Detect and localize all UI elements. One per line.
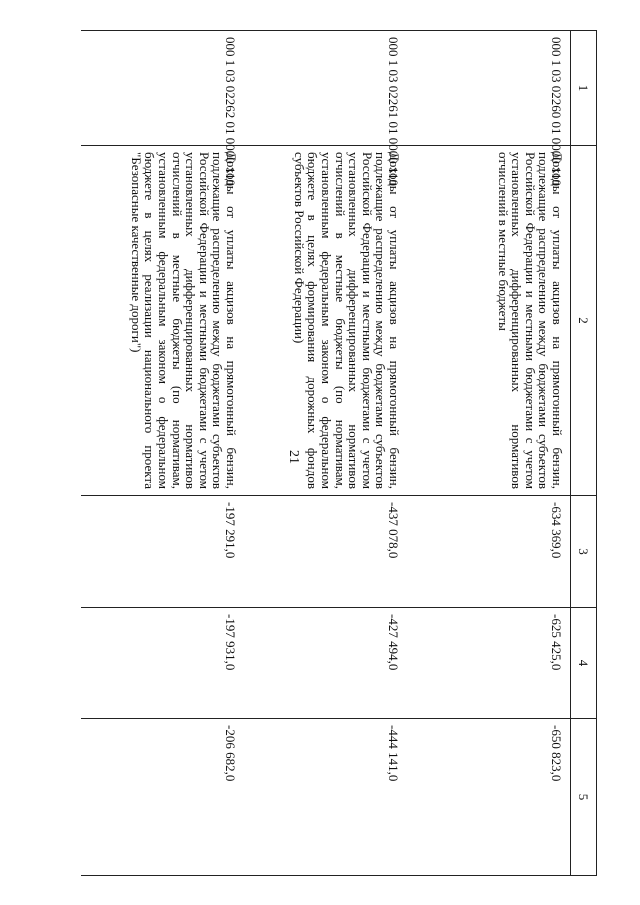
- column-header-5: 5: [570, 719, 596, 876]
- row-3-code: 000 1 03 02262 01 0000 110: [81, 31, 244, 146]
- column-header-4: 4: [570, 608, 596, 719]
- page-number: 21: [286, 450, 301, 464]
- row-3-value-3: -197 291,0: [81, 496, 244, 608]
- row-1-value-5: -650 823,0: [407, 719, 570, 876]
- column-header-3: 3: [570, 496, 596, 608]
- row-1-value-4: -625 425,0: [407, 608, 570, 719]
- column-header-2: 2: [570, 146, 596, 496]
- row-1-description: Доходы от уплаты акцизов на прямогонный бензин, подлежащие распределению между бюджетами субъектов Российской Федерации и местными бюджетами с учетом установленных дифференцированных нормативов отчислений в местные бюджеты: [407, 146, 570, 496]
- column-header-1: 1: [570, 31, 596, 146]
- row-3-description: Доходы от уплаты акцизов на прямогонный бензин, подлежащие распределению между бюджетами субъектов Российской Федерации и местными бюджетами с учетом установленных дифференцированных нормативов отчислений в местные бюджеты (по нормативам, установленным федеральным законом о федеральном бюджете в целях реализации национального проекта "Безопасные качественные дороги"): [81, 146, 244, 496]
- row-1-value-3: -634 369,0: [407, 496, 570, 608]
- row-2-description: Доходы от уплаты акцизов на прямогонный бензин, подлежащие распределению между бюджетами субъектов Российской Федерации и местными бюджетами с учетом установленных дифференцированных нормативов отчислений в местные бюджеты (по нормативам, установленным федеральным законом о федеральном бюджете в целях формирования дорожных фондов субъектов Российской Федерации): [244, 146, 407, 496]
- row-2-value-3: -437 078,0: [244, 496, 407, 608]
- row-2-value-5: -444 141,0: [244, 719, 407, 876]
- row-2-code: 000 1 03 02261 01 0000 110: [244, 31, 407, 146]
- budget-table: [81, 30, 597, 876]
- row-3-value-5: -206 682,0: [81, 719, 244, 876]
- row-2-value-4: -427 494,0: [244, 608, 407, 719]
- rotated-table-container: [82, 30, 597, 875]
- row-3-value-4: -197 931,0: [81, 608, 244, 719]
- row-1-code: 000 1 03 02260 01 0000 110: [407, 31, 570, 146]
